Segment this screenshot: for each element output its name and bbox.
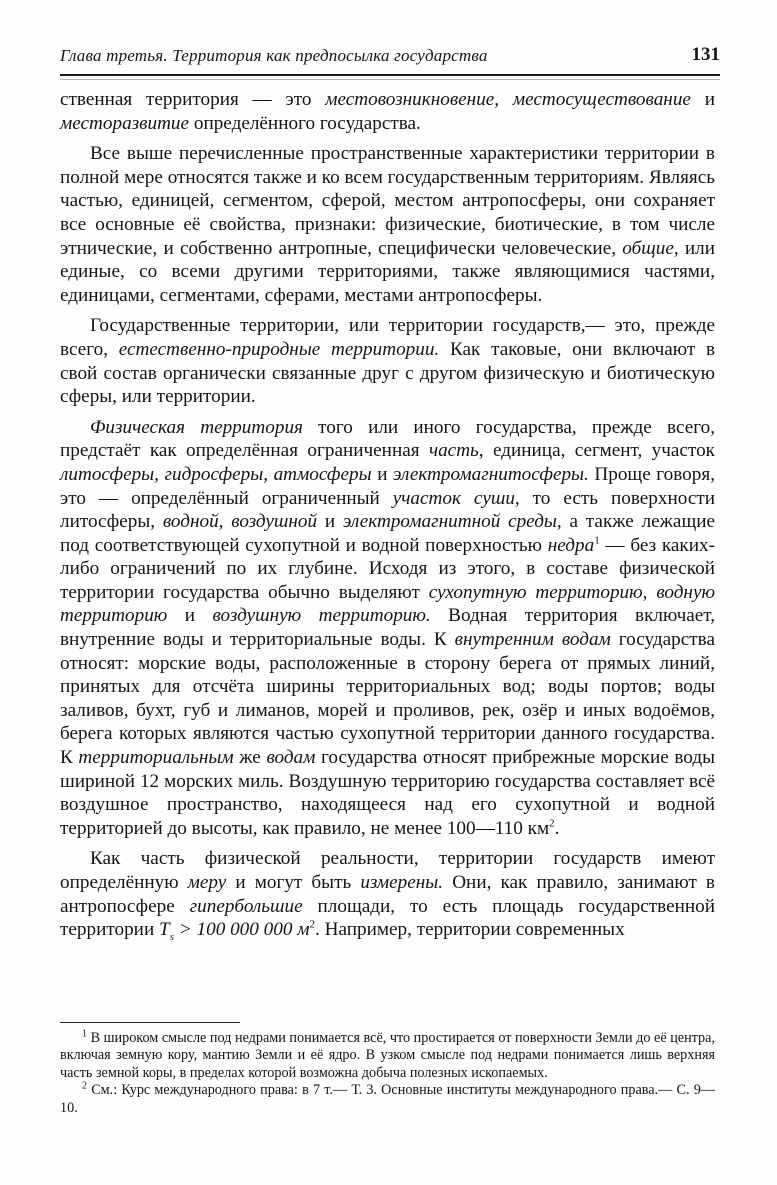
text-run: того или иного государства, прежде всего, предстаёт как определённая ограниченная xyxy=(60,416,716,462)
paragraph-1 xyxy=(60,88,715,135)
emphasis: недра xyxy=(547,534,595,556)
emphasis: электромагнитосферы. xyxy=(393,463,589,485)
text-run: . Например, территории современных xyxy=(315,919,625,941)
text-run: Как таковые, они включают в свой состав органически связанные друг с другом физическую и биотическую сферы, или территории. xyxy=(60,338,716,408)
emphasis: гипербольшие xyxy=(189,895,303,917)
emphasis: водной, воздушной xyxy=(162,511,318,533)
text-run: и xyxy=(371,463,394,485)
formula-subscript: s xyxy=(169,931,174,944)
text-run: ственная территория — это xyxy=(60,89,326,110)
emphasis: внутренним водам xyxy=(454,629,611,651)
text-run: — без каких-либо ограничений по их глубине. Исходя из этого, в составе физической территории государства обычно выделяют xyxy=(60,534,715,603)
formula-symbol: T xyxy=(159,919,170,941)
body-text xyxy=(60,88,715,942)
emphasis: часть xyxy=(428,440,479,462)
emphasis: водам xyxy=(266,747,316,769)
footnote-ref: 2 xyxy=(549,817,555,830)
text-run: Проще говоря, это — определённый ограниченный xyxy=(60,463,715,509)
text-run: и xyxy=(167,605,213,627)
text-run: и могут быть xyxy=(226,872,361,893)
emphasis: естественно-природные территории. xyxy=(118,338,440,360)
footnote-mark: 2 xyxy=(82,1080,87,1092)
text-run: Водная территория включает, внутренние воды и территориальные воды. К xyxy=(60,605,715,651)
text-run: определённого государства. xyxy=(189,112,421,134)
footnote-text: В широком смысле под недрами понимается всё, что простирается от поверхности Земли до её центра, включая земную кору, мантию Земли и её ядро. В узком смысле под недрами понимается лишь верхняя часть земной коры, в пределах которой возможна добыча полезных ископаемых. xyxy=(60,1030,715,1081)
emphasis: электромагнитной среды xyxy=(342,511,557,533)
footnote-rule xyxy=(60,1022,240,1023)
text-run: площади, то есть площадь государственной территории xyxy=(60,895,715,941)
emphasis: местовозникновение, местосуществование xyxy=(325,89,691,110)
paragraph-3 xyxy=(60,314,715,408)
text-run: и xyxy=(317,511,343,533)
text-run: Как часть физической реальности, территории государств имеют определённую xyxy=(60,848,715,893)
footnote-2 xyxy=(60,1082,715,1117)
text-run: Все выше перечисленные пространственные характеристики территории в полной мере относятся также и ко всем государственным территориям. Являясь частью, единицей, сегментом, сферой, местом антропосферы, они сохраняет все основные её свойства, признаки: физические, биотические, в том числе этнические, и собственно антропные, специфически человеческие, xyxy=(60,143,715,259)
emphasis: Физическая территория xyxy=(90,416,303,438)
text-run: , а также лежащие под соответствующей сухопутной и водной поверхностью xyxy=(60,511,715,556)
formula-value: > 100 000 000 м xyxy=(173,919,310,941)
page-header xyxy=(60,46,720,74)
text-run: же xyxy=(233,747,267,769)
text-run: , то есть поверхности литосферы, xyxy=(60,487,715,533)
formula-superscript: 2 xyxy=(309,918,315,931)
footnote-ref: 1 xyxy=(594,534,600,547)
emphasis: литосферы, гидросферы, атмосферы xyxy=(60,463,372,485)
header-rule xyxy=(60,74,720,76)
emphasis: участок суши xyxy=(392,487,515,509)
text-run: , единица, сегмент, участок xyxy=(478,440,715,462)
text-run: , или единые, со всеми другими территориями, также являющимися частями, единицами, сегментами, сферами, местами антропосферы. xyxy=(60,237,715,306)
running-title: Глава третья. Территория как предпосылка государства xyxy=(60,46,488,65)
header-rule-secondary xyxy=(60,79,720,80)
emphasis: территориальным xyxy=(78,747,234,769)
text-run: и xyxy=(690,89,715,110)
text-run: государства относят: морские воды, расположенные в сторону берега от прямых линий, принятых для отсчёта ширины территориальных вод; воды портов; воды заливов, бухт, губ и лиманов, морей и проливов, рек, озёр и иных водоёмов, берега которых являются частью сухопутной территории данного государства. К xyxy=(60,629,715,769)
text-run: Они, как правило, занимают в антропосфере xyxy=(60,872,715,917)
paragraph-2 xyxy=(60,142,715,307)
text-run: . xyxy=(554,817,560,839)
footnote-1 xyxy=(60,1030,715,1082)
emphasis: измерены. xyxy=(360,872,444,893)
footnote-mark: 1 xyxy=(82,1028,87,1040)
page-number: 131 xyxy=(691,44,720,65)
paragraph-5 xyxy=(60,847,715,944)
text-run: Государственные территории, или территории государств,— это, прежде всего, xyxy=(60,315,715,360)
emphasis: сухопутную территорию, водную территорию xyxy=(60,581,716,627)
emphasis: общие xyxy=(622,237,674,259)
paragraph-4 xyxy=(60,416,715,841)
footnotes xyxy=(60,1030,715,1117)
emphasis: меру xyxy=(187,872,227,893)
emphasis: месторазвитие xyxy=(60,112,190,134)
footnote-text: См.: Курс международного права: в 7 т.— Т. 3. Основные институты международного права.— С. 9—10. xyxy=(60,1082,715,1116)
text-run: государства относят прибрежные морские воды шириной 12 морских миль. Воздушную территорию государства составляет всё воздушное пространство, находящееся над его сухопутной и водной территорией до высоты, как правило, не менее 100—110 км xyxy=(60,747,715,839)
emphasis: воздушную территорию. xyxy=(212,605,431,627)
